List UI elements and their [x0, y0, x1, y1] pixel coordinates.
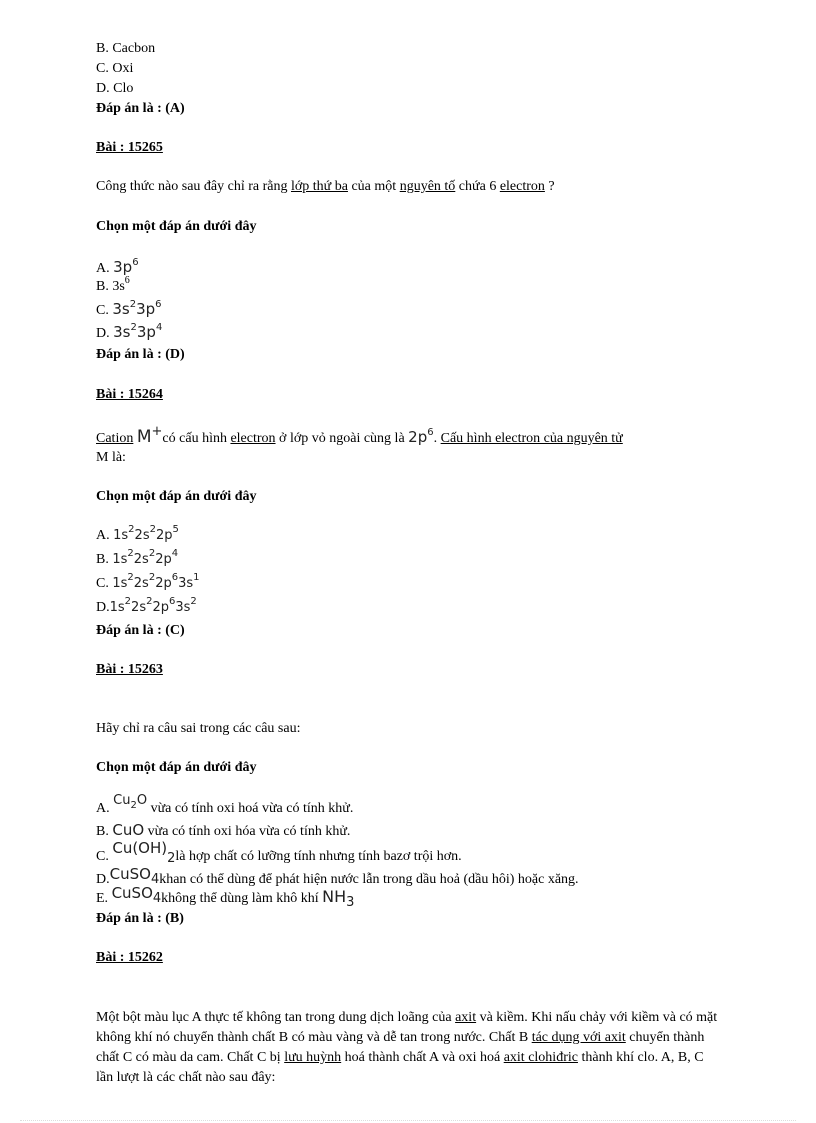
- formula-image: CuSO4: [109, 865, 160, 887]
- question-text-15265: [96, 178, 555, 196]
- option-a-15265[interactable]: [96, 258, 139, 278]
- option-label: D.: [96, 326, 110, 341]
- option-text: vừa có tính oxi hóa vừa có tính khử.: [147, 824, 351, 839]
- question-text: thành khí clo. A, B, C lần lượt là các chất nào sau đây:: [96, 1050, 704, 1085]
- option-c-15263[interactable]: [96, 839, 462, 866]
- formula-image: $3s^23p^4$: [113, 322, 163, 341]
- option-e-15263[interactable]: [96, 884, 355, 910]
- option-label: B.: [96, 824, 109, 839]
- option-b: B. Cacbon: [96, 41, 156, 56]
- question-text-15262: [96, 1008, 720, 1088]
- option-c-15265[interactable]: [96, 300, 162, 320]
- question-text: ở lớp vỏ ngoài cùng là: [275, 431, 405, 446]
- question-text: ?: [544, 179, 555, 194]
- answer-line: Đáp án là : (B): [96, 911, 184, 926]
- link-cation[interactable]: Cation: [96, 431, 134, 446]
- question-title-15265: Bài : 15265: [96, 140, 163, 155]
- option-text: không thể dùng làm khô khí: [161, 891, 319, 906]
- choose-label: Chọn một đáp án dưới đây: [96, 760, 257, 775]
- formula-image: $NH_3$: [322, 887, 355, 910]
- option-d: D. Clo: [96, 81, 134, 96]
- formula-image: $Cu_2O$: [113, 793, 148, 811]
- formula-image: $1s^22s^22p^63s^2$: [109, 596, 197, 615]
- question-text: chứa 6: [455, 179, 500, 194]
- option-c: C. Oxi: [96, 61, 134, 76]
- option-d-15264[interactable]: [96, 596, 197, 617]
- link-cau-hinh-electron[interactable]: Cấu hình electron của nguyên tử: [440, 431, 623, 446]
- option-label: B.: [96, 552, 109, 567]
- question-text-15263: Hãy chỉ ra câu sai trong các câu sau:: [96, 721, 301, 736]
- option-label: A.: [96, 261, 110, 276]
- formula-image: $3s^6$: [112, 275, 130, 294]
- question-text: và kiềm. Khi nấu chảy với kiềm và có mặt không khí nó chuyển thành chất B có màu vàng và dễ tan trong nước. Chất B: [96, 1010, 718, 1045]
- option-a-15264[interactable]: [96, 524, 179, 545]
- question-text-15264: Cation M+có cấu hình electron ở lớp vỏ ngoài cùng là $2p^6$. Cấu hình electron của nguyên tử: [96, 424, 623, 447]
- question-title-15262: Bài : 15262: [96, 950, 163, 965]
- question-text: Một bột màu lục A thực tế không tan trong dung dịch loãng của: [96, 1010, 456, 1025]
- choose-label: Chọn một đáp án dưới đây: [96, 219, 257, 234]
- link-luu-huynh[interactable]: lưu huỳnh: [284, 1050, 342, 1065]
- link-lop-thu-ba[interactable]: lớp thứ ba: [290, 179, 348, 194]
- option-label: D.: [96, 872, 110, 887]
- link-tac-dung-voi-axit[interactable]: tác dụng với axit: [531, 1030, 626, 1045]
- option-b-15263[interactable]: [96, 821, 350, 841]
- option-label: C.: [96, 576, 109, 591]
- choose-label: Chọn một đáp án dưới đây: [96, 489, 257, 504]
- formula-image: CuO: [112, 821, 145, 839]
- link-nguyen-to[interactable]: nguyên tố: [399, 179, 456, 194]
- option-d-15265[interactable]: [96, 323, 162, 343]
- option-label: C.: [96, 303, 109, 318]
- link-electron[interactable]: electron: [230, 431, 276, 446]
- formula-image: $Cu(OH)_2$: [112, 839, 176, 866]
- question-text: có cấu hình: [162, 431, 231, 446]
- option-b-15265[interactable]: [96, 275, 130, 296]
- question-title-15264: Bài : 15264: [96, 387, 163, 402]
- page-edge-divider: [20, 1120, 796, 1121]
- formula-image: CuSO4: [111, 884, 162, 906]
- formula-image: $3s^23p^6$: [112, 299, 162, 318]
- formula-image: $1s^22s^22p^4$: [112, 548, 179, 567]
- link-axit[interactable]: axit: [455, 1010, 477, 1025]
- link-axit-clohidric[interactable]: axit clohiđric: [503, 1050, 578, 1065]
- question-text: hoá thành chất A và oxi hoá: [341, 1050, 504, 1065]
- formula-image: $3p^6$: [113, 257, 139, 276]
- formula-image: $1s^22s^22p^63s^1$: [112, 572, 200, 591]
- option-text: khan có thể dùng để phát hiện nước lẫn trong dầu hoả (dầu hôi) hoặc xăng.: [159, 872, 579, 887]
- formula-image: $1s^22s^22p^5$: [113, 524, 179, 543]
- option-a-15263[interactable]: [96, 793, 354, 818]
- question-text: Công thức nào sau đây chỉ ra rằng: [96, 179, 291, 194]
- answer-line: Đáp án là : (C): [96, 623, 185, 638]
- question-text: chuyển thành chất C có màu da cam. Chất C bị: [96, 1030, 705, 1065]
- question-title-15263: Bài : 15263: [96, 662, 163, 677]
- option-label: C.: [96, 849, 109, 864]
- option-d-15263[interactable]: [96, 865, 579, 889]
- answer-line: Đáp án là : (D): [96, 347, 185, 362]
- question-text-line2: M là:: [96, 450, 126, 465]
- option-c-15264[interactable]: [96, 572, 200, 593]
- option-text: vừa có tính oxi hoá vừa có tính khử.: [150, 801, 354, 816]
- question-text: của một: [347, 179, 400, 194]
- option-label: D.: [96, 600, 110, 615]
- option-b-15264[interactable]: [96, 548, 179, 569]
- option-label: B.: [96, 279, 109, 294]
- option-label: E.: [96, 891, 109, 906]
- option-label: A.: [96, 528, 110, 543]
- link-electron[interactable]: electron: [499, 179, 545, 194]
- option-text: là hợp chất có lưỡng tính nhưng tính bazơ trội hơn.: [175, 849, 462, 864]
- option-label: A.: [96, 801, 110, 816]
- answer-line: Đáp án là : (A): [96, 101, 185, 116]
- formula-image: $2p^6$: [408, 427, 434, 446]
- formula-image: M+: [136, 424, 163, 447]
